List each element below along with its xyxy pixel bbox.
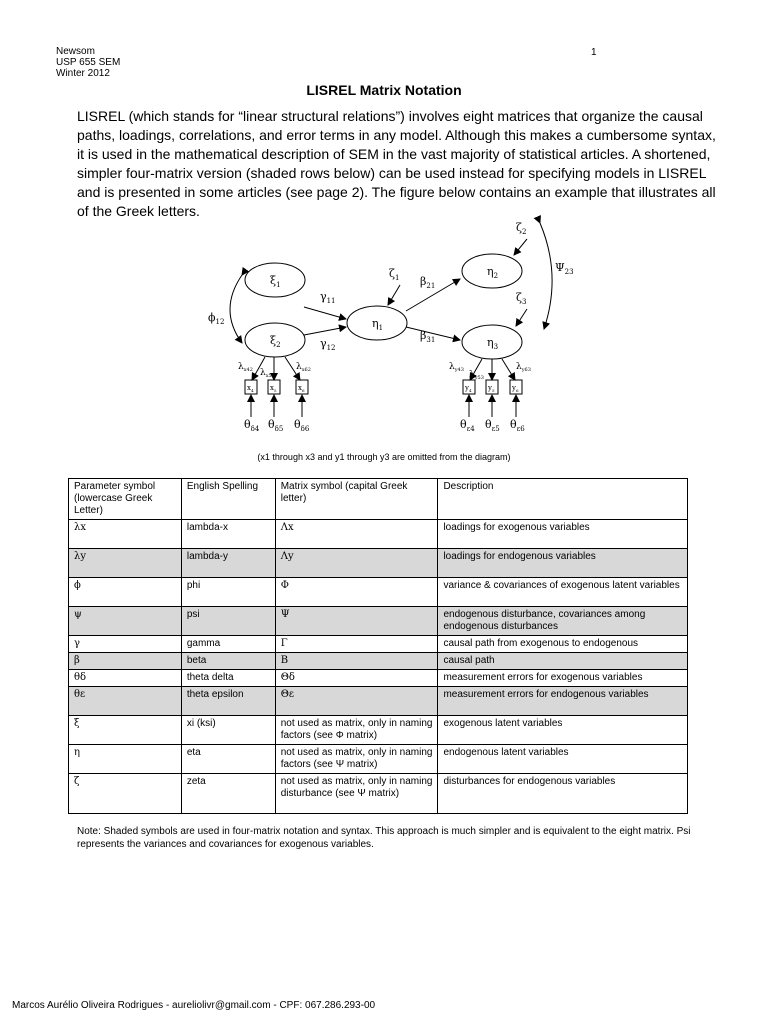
gamma12-arrow [304, 327, 346, 335]
description-cell: measurement errors for exogenous variables [438, 670, 688, 687]
xi1-label: $\xi_1$ [270, 274, 281, 289]
table-row [69, 745, 688, 774]
gamma12-label: $\gamma_{12}$ [320, 337, 336, 352]
lx42-label: $\lambda_{x42}$ [238, 362, 253, 373]
matrix-cell: Λx [275, 520, 438, 549]
description-cell: endogenous latent variables [438, 745, 688, 774]
table-row [69, 653, 688, 670]
param-cell: ϕ [69, 578, 182, 607]
lx52-label: $\lambda_{x52}$ [260, 368, 275, 379]
te4-label: $\theta_{\varepsilon 4}$ [460, 418, 475, 433]
x4-label: $x_4$ [247, 384, 254, 393]
table-header-row [69, 479, 688, 520]
beta21-label: $\beta_{21}$ [420, 275, 436, 290]
y4-label: $y_4$ [465, 384, 472, 393]
intro-paragraph [77, 107, 717, 221]
param-cell: β [69, 653, 182, 670]
param-cell: ξ [69, 716, 182, 745]
table-row [69, 670, 688, 687]
description-cell: causal path [438, 653, 688, 670]
te6-label: $\theta_{\varepsilon 6}$ [510, 418, 525, 433]
matrix-cell: not used as matrix, only in naming disturbance (see Ψ matrix) [275, 774, 438, 814]
english-cell: lambda-x [181, 520, 275, 549]
footer-text: Marcos Aurélio Oliveira Rodrigues - aureliolivr@gmail.com - CPF: 067.286.293-00 [12, 1000, 376, 1011]
english-cell: theta epsilon [181, 687, 275, 716]
zeta3-label: $\zeta_3$ [516, 291, 527, 306]
gamma11-arrow [304, 307, 346, 319]
english-cell: psi [181, 607, 275, 636]
page-number: 1 [591, 47, 597, 58]
phi-curve [230, 275, 242, 343]
ly53-label: $\lambda_{y53}$ [469, 370, 484, 381]
diagram-caption: (x1 through x3 and y1 through y3 are omitted from the diagram) [257, 452, 511, 462]
header-description: Description [438, 479, 688, 520]
table-row [69, 549, 688, 578]
table-row [69, 520, 688, 549]
table-row [69, 607, 688, 636]
param-cell: ζ [69, 774, 182, 814]
param-cell: η [69, 745, 182, 774]
english-cell: lambda-y [181, 549, 275, 578]
matrix-cell: not used as matrix, only in naming factors (see Ψ matrix) [275, 745, 438, 774]
psi23-label: $\Psi_{23}$ [555, 261, 574, 276]
x5-label: $x_5$ [270, 384, 277, 393]
matrix-cell: Θε [275, 687, 438, 716]
description-cell: measurement errors for endogenous variables [438, 687, 688, 716]
matrix-cell: Β [275, 653, 438, 670]
ly63-arrow [502, 359, 515, 380]
page-title: LISREL Matrix Notation [306, 82, 462, 98]
english-cell: theta delta [181, 670, 275, 687]
lx62-label: $\lambda_{x62}$ [296, 362, 311, 373]
description-cell: variance & covariances of exogenous latent variables [438, 578, 688, 607]
psi23-curve [540, 223, 552, 329]
phi-label: $\phi_{12}$ [208, 311, 225, 326]
td4-label: $\theta_{\delta 4}$ [244, 418, 260, 433]
param-cell: λx [69, 520, 182, 549]
zeta2-label: $\zeta_2$ [516, 221, 527, 236]
description-cell: loadings for exogenous variables [438, 520, 688, 549]
description-cell: exogenous latent variables [438, 716, 688, 745]
header-course: USP 655 SEM [56, 57, 121, 68]
english-cell: phi [181, 578, 275, 607]
param-cell: γ [69, 636, 182, 653]
english-cell: beta [181, 653, 275, 670]
zeta2-arrow [514, 239, 527, 255]
gamma11-label: $\gamma_{11}$ [320, 290, 336, 305]
table-row [69, 578, 688, 607]
table-row [69, 636, 688, 653]
table-row [69, 687, 688, 716]
xi2-label: $\xi_2$ [270, 334, 281, 349]
zeta1-label: $\zeta_1$ [389, 267, 400, 282]
eta1-label: $\eta_1$ [372, 317, 384, 332]
td6-label: $\theta_{\delta 6}$ [294, 418, 310, 433]
matrix-cell: Λy [275, 549, 438, 578]
ly43-label: $\lambda_{y43}$ [449, 362, 464, 373]
te5-label: $\theta_{\varepsilon 5}$ [485, 418, 500, 433]
param-cell: λy [69, 549, 182, 578]
english-cell: zeta [181, 774, 275, 814]
matrix-cell: Ψ [275, 607, 438, 636]
description-cell: endogenous disturbance, covariances among endogenous disturbances [438, 607, 688, 636]
param-cell: θε [69, 687, 182, 716]
header-param: Parameter symbol (lowercase Greek Letter) [69, 479, 182, 520]
td5-label: $\theta_{\delta 5}$ [268, 418, 284, 433]
intro-text: LISREL (which stands for “linear structural relations”) involves eight matrices that organize the causal paths, loadings, correlations, and error terms in any model. Although this makes a cumbersome syntax, it is used in the mathematical description of SEM in the vast majority of statistical articles. A shortened, simpler four-matrix version (shaded rows below) can be used instead for specifying models in LISREL and is presented in some articles (see page 2). The figure below contains an example that illustrates all of the Greek letters. [77, 108, 716, 219]
description-cell: disturbances for endogenous variables [438, 774, 688, 814]
matrix-cell: Φ [275, 578, 438, 607]
eta2-label: $\eta_2$ [487, 265, 499, 280]
english-cell: xi (ksi) [181, 716, 275, 745]
sem-path-diagram [190, 215, 580, 445]
matrix-cell: not used as matrix, only in naming factors (see Φ matrix) [275, 716, 438, 745]
x6-label: $x_6$ [298, 384, 305, 393]
eta3-label: $\eta_3$ [487, 336, 499, 351]
table-row [69, 716, 688, 745]
header-matrix: Matrix symbol (capital Greek letter) [275, 479, 438, 520]
matrix-cell: Γ [275, 636, 438, 653]
param-cell: θδ [69, 670, 182, 687]
header-english: English Spelling [181, 479, 275, 520]
table-note: Note: Shaded symbols are used in four-matrix notation and syntax. This approach is much simpler and is equivalent to the eight matrix. Psi represents the variances and covariances for exogenous variables. [77, 826, 691, 850]
table-row [69, 774, 688, 814]
y6-label: $y_6$ [512, 384, 519, 393]
header-term: Winter 2012 [56, 68, 110, 79]
ly63-label: $\lambda_{y63}$ [516, 362, 531, 373]
y5-label: $y_5$ [488, 384, 495, 393]
beta31-label: $\beta_{31}$ [420, 329, 436, 344]
document-header [56, 46, 120, 79]
english-cell: gamma [181, 636, 275, 653]
header-author: Newsom [56, 46, 95, 57]
matrix-cell: Θδ [275, 670, 438, 687]
zeta3-arrow [516, 309, 527, 326]
zeta1-arrow [388, 285, 400, 305]
description-cell: causal path from exogenous to endogenous [438, 636, 688, 653]
english-cell: eta [181, 745, 275, 774]
param-cell: ψ [69, 607, 182, 636]
parameter-table [68, 478, 688, 814]
description-cell: loadings for endogenous variables [438, 549, 688, 578]
